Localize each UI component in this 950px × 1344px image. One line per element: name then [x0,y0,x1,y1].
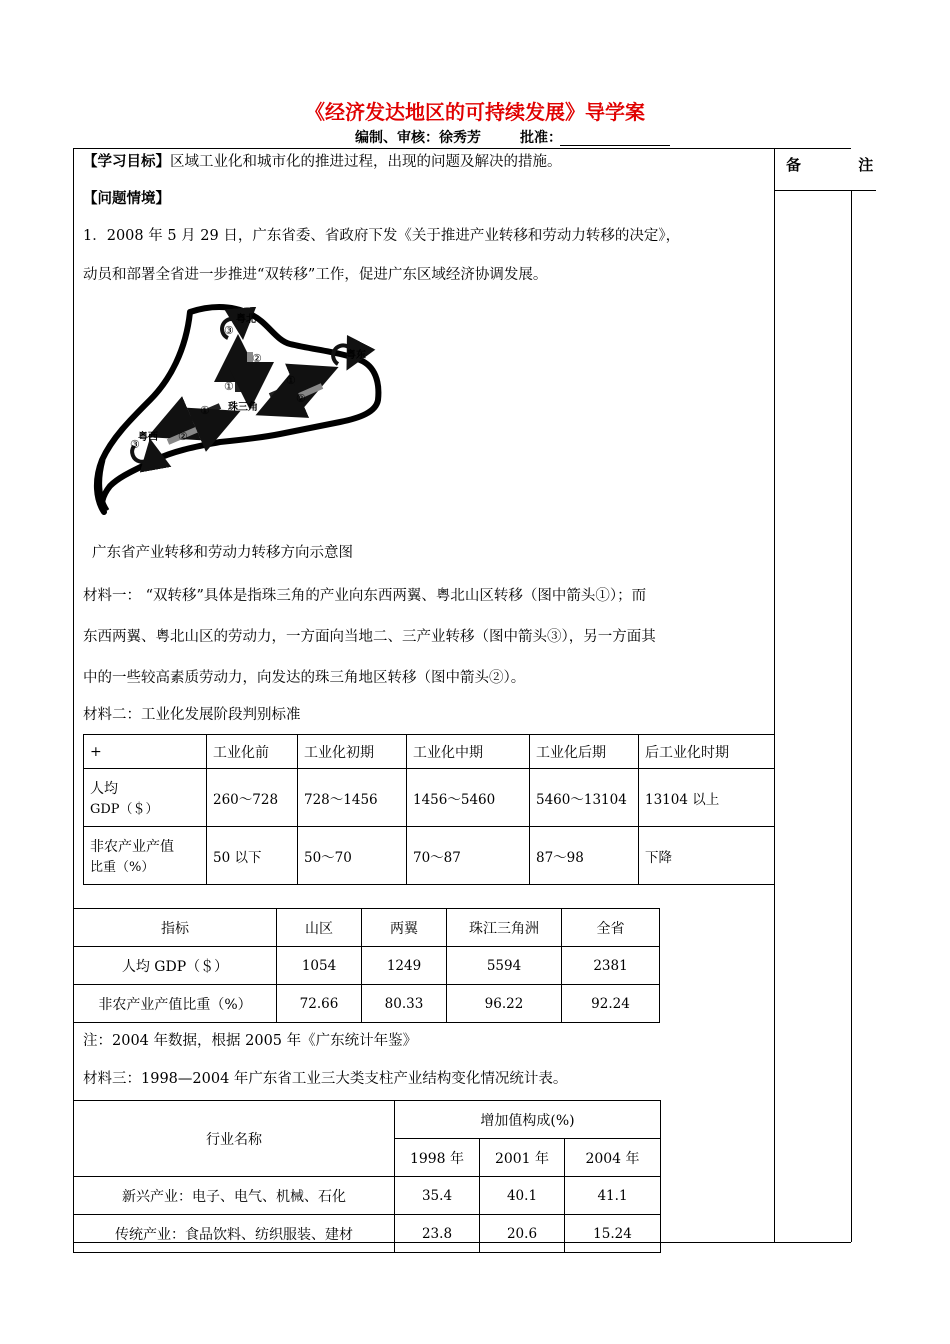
table-cell: 70～87 [407,827,530,885]
table-row-label: 新兴产业：电子、电气、机械、石化 [74,1177,395,1215]
table-header-cell: 指标 [74,909,277,947]
table-header-cell: 2001 年 [480,1139,565,1177]
table-cell: 728～1456 [298,769,407,827]
learning-objective [83,152,562,172]
table-cell: 80.33 [362,985,447,1023]
material-1-line-1: 材料一： “双转移”具体是指珠三角的产业向东西两翼、粤北山区转移（图中箭头①）；而 [83,588,647,604]
table-cell: 87～98 [530,827,639,885]
map-marker-west-1: ① [200,404,210,417]
table-header-cell: 1998 年 [395,1139,480,1177]
industrialization-stage-table [83,734,775,885]
frame-border-top [73,148,851,149]
material-2-heading: 材料二：工业化发展阶段判别标准 [83,707,301,723]
table-row [74,1215,661,1253]
table-cell: 2381 [562,947,660,985]
table-header-cell: 后工业化时期 [639,735,775,769]
table-cell: 1456～5460 [407,769,530,827]
table-cell: 35.4 [395,1177,480,1215]
table-header-cell: 全省 [562,909,660,947]
problem-situation-label: 【问题情境】 [83,191,170,207]
table-row [74,1177,661,1215]
table-row-label [84,769,207,827]
table-header-cell: 山区 [277,909,362,947]
table-row [84,827,775,885]
map-marker-east-2: ② [296,392,306,405]
map-marker-north-3: ③ [224,324,234,337]
table-cell: 96.22 [447,985,562,1023]
label-line: GDP（＄） [90,802,159,817]
table-cell: 1054 [277,947,362,985]
table-header-cell: 增加值构成(%) [395,1101,661,1139]
map-marker-east-1: ① [286,374,296,387]
frame-border-left [73,148,74,1242]
map-caption: 广东省产业转移和劳动力转移方向示意图 [92,545,353,561]
guangdong-transfer-map [90,300,390,515]
material-3-heading: 材料三：1998—2004 年广东省工业三大类支柱产业结构变化情况统计表。 [83,1071,568,1087]
label-line: 比重（%） [90,860,155,875]
table-header-row [74,909,660,947]
table-cell: 50 以下 [207,827,298,885]
map-marker-west-2: ② [178,430,188,443]
objective-label: 【学习目标】 [83,154,170,170]
frame-border-right [851,190,852,1242]
industry-structure-table [73,1100,661,1253]
document-title: 《经济发达地区的可持续发展》导学案 [305,100,645,124]
table-header-cell: 工业化初期 [298,735,407,769]
table-row-label [84,827,207,885]
material-1-line-2: 东西两翼、粤北山区的劳动力，一方面向当地二、三产业转移（图中箭头③），另一方面其 [83,629,656,645]
remark-underline [774,190,876,191]
table-cell: 260～728 [207,769,298,827]
table-cell: 13104 以上 [639,769,775,827]
table-cell: 5594 [447,947,562,985]
material-1-line-3: 中的一些较高素质劳动力，向发达的珠三角地区转移（图中箭头②）。 [83,670,526,686]
table-row-label: 传统产业：食品饮料、纺织服装、建材 [74,1215,395,1253]
table-row-label: 人均 GDP（＄） [74,947,277,985]
table-header-cell: 两翼 [362,909,447,947]
objective-text: 区域工业化和城市化的推进过程，出现的问题及解决的措施。 [170,154,562,170]
map-label-west: 粤西 [138,432,158,443]
label-line: 人均 [90,781,118,797]
remark-header: 备 注 [786,156,900,174]
table-header-cell: 行业名称 [74,1101,395,1177]
table-header-cell: 工业化后期 [530,735,639,769]
map-label-north: 粤北 [236,314,256,325]
paragraph-1-line-1: 1．2008 年 5 月 29 日，广东省委、省政府下发《关于推进产业转移和劳动力转移的决定》， [83,228,681,244]
map-label-center: 珠三角 [228,402,258,413]
table-header-cell: 珠江三角洲 [447,909,562,947]
table-cell: 5460～13104 [530,769,639,827]
map-marker-west-3: ③ [130,438,140,451]
signature-underline [560,145,670,146]
table-cell: 下降 [639,827,775,885]
subtitle-text: 编制、审核：徐秀芳 批准： [355,130,562,146]
table-cell: 50～70 [298,827,407,885]
map-marker-north-1: ① [224,380,234,393]
map-label-east: 粤东 [346,350,366,361]
table-row [74,985,660,1023]
table-header-cell: 工业化中期 [407,735,530,769]
table-row-label: 非农产业产值比重（%） [74,985,277,1023]
table-cell: 92.24 [562,985,660,1023]
regional-indicator-table [73,908,660,1023]
table-header-cell: + [84,735,207,769]
table-cell: 23.8 [395,1215,480,1253]
table-header-row [84,735,775,769]
document-subtitle [355,127,562,147]
map-marker-north-2: ② [252,352,262,365]
table-cell: 1249 [362,947,447,985]
table-cell: 40.1 [480,1177,565,1215]
table-row [74,947,660,985]
paragraph-1-line-2: 动员和部署全省进一步推进“双转移”工作，促进广东区域经济协调发展。 [83,267,548,283]
frame-divider [774,148,775,1242]
table-note: 注：2004 年数据，根据 2005 年《广东统计年鉴》 [83,1033,418,1049]
table-cell: 72.66 [277,985,362,1023]
table-cell: 41.1 [565,1177,661,1215]
table-cell: 20.6 [480,1215,565,1253]
table-header-row [74,1101,661,1139]
table-header-cell: 2004 年 [565,1139,661,1177]
table-header-cell: 工业化前 [207,735,298,769]
table-row [84,769,775,827]
table-cell: 15.24 [565,1215,661,1253]
label-line: 非农产业产值 [90,839,174,855]
